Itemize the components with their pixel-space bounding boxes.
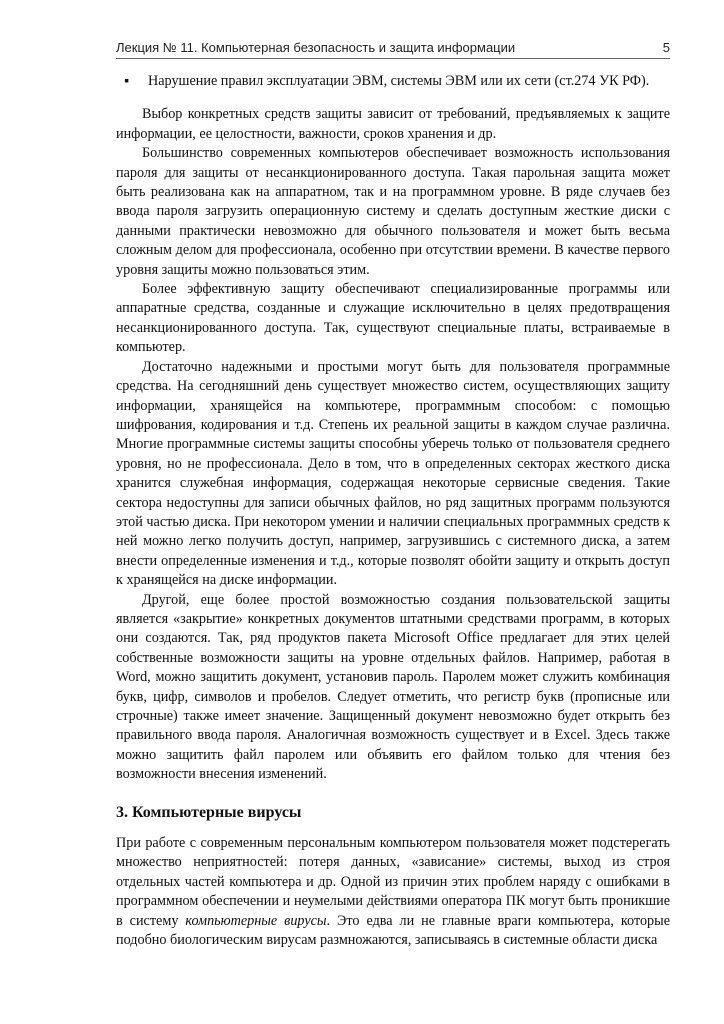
page-number: 5 <box>662 40 670 55</box>
intro-emphasis: компьютерные вирусы <box>185 912 327 929</box>
intro-text-end: . Это едва ли не главные враги компьютера, которые подобно биологическим вирусам размножаются, записываясь в системные области диска <box>116 912 670 949</box>
paragraph-password-protection: Большинство современных компьютеров обеспечивает возможность использования пароля для защиты от несанкционированного доступа. Такая парольная защита может быть реализована как на аппаратном, так и на программном уровне. В ряде случаев без ввода пароля загрузить операционную систему и сделать доступным жесткие диски с данными практически невозможно для обычного пользователя и может быть весьма сложным делом для профессионала, особенно при отсутствии времени. В качестве первого уровня защиты можно пользоваться этим. <box>116 145 670 278</box>
paragraph-specialized-tools: Более эффективную защиту обеспечивают специализированные программы или аппаратные средства, созданные и служащие исключительно в целях предотвращения несанкционированного доступа. Так, существуют специальные платы, встраиваемые в компьютер. <box>116 281 670 356</box>
section-intro-paragraph <box>116 834 670 950</box>
page-content <box>116 72 670 950</box>
bullet-text: Нарушение правил эксплуатации ЭВМ, системы ЭВМ или их сети (ст.274 УК РФ). <box>148 73 650 89</box>
header-title: Лекция № 11. Компьютерная безопасность и защита информации <box>116 40 516 55</box>
section-heading: 3. Компьютерные вирусы <box>116 803 302 821</box>
bullet-item <box>116 72 670 91</box>
paragraph-document-protection: Другой, еще более простой возможностью создания пользовательской защиты является «закрытие» конкретных документов штатными средствами программ, в которых они создаются. Так, ряд продуктов пакета Microsoft Office предлагает для этих целей собственные возможности защиты на уровне отдельных файлов. Например, работая в Word, можно защитить документ, установив пароль. Паролем может служить комбинация букв, цифр, символов и пробелов. Следует отметить, что регистр букв (прописные или строчные) также имеет значение. Защищенный документ невозможно будет открыть без правильного ввода пароля. Аналогичная возможность существует и в Excel. Здесь также можно защитить файл паролем или объявить его файлом только для чтения без возможности внесения изменений. <box>116 591 670 783</box>
intro-text-start: При работе с современным персональным компьютером пользователя может подстерегать множество неприятностей: потеря данных, «зависание» системы, выход из строя отдельных частей компьютера и др. Одной из причин этих проблем наряду с ошибками в программном обеспечении и неумелыми действиями оператора ПК могут быть проникшие в систему <box>116 835 670 929</box>
bullet-marker: ▪ <box>124 73 130 89</box>
running-header <box>116 40 670 59</box>
paragraph-choice-of-means: Выбор конкретных средств защиты зависит от требований, предъявляемых к защите информации, ее целостности, важности, сроков хранения и др. <box>116 106 670 142</box>
paragraph-software-tools: Достаточно надежными и простыми могут быть для пользователя программные средства. На сегодняшний день существует множество систем, осуществляющих защиту информации, хранящейся на компьютере, программным способом: с помощью шифрования, кодирования и т.д. Степень их реальной защиты в каждом случае различна. Многие программные системы защиты способны уберечь только от пользователя среднего уровня, но не профессионала. Дело в том, что в определенных секторах жесткого диска хранится служебная информация, содержащая некоторые сервисные сведения. Такие сектора недоступны для записи обычных файлов, но ряд защитных программ пользуются этой частью диска. При некотором умении и наличии специальных программных средств к ней можно легко получить доступ, например, загрузившись с системного диска, а затем внести определенные изменения и т.д., которые позволят обойти защиту и открыть доступ к хранящейся на диске информации. <box>116 358 670 589</box>
